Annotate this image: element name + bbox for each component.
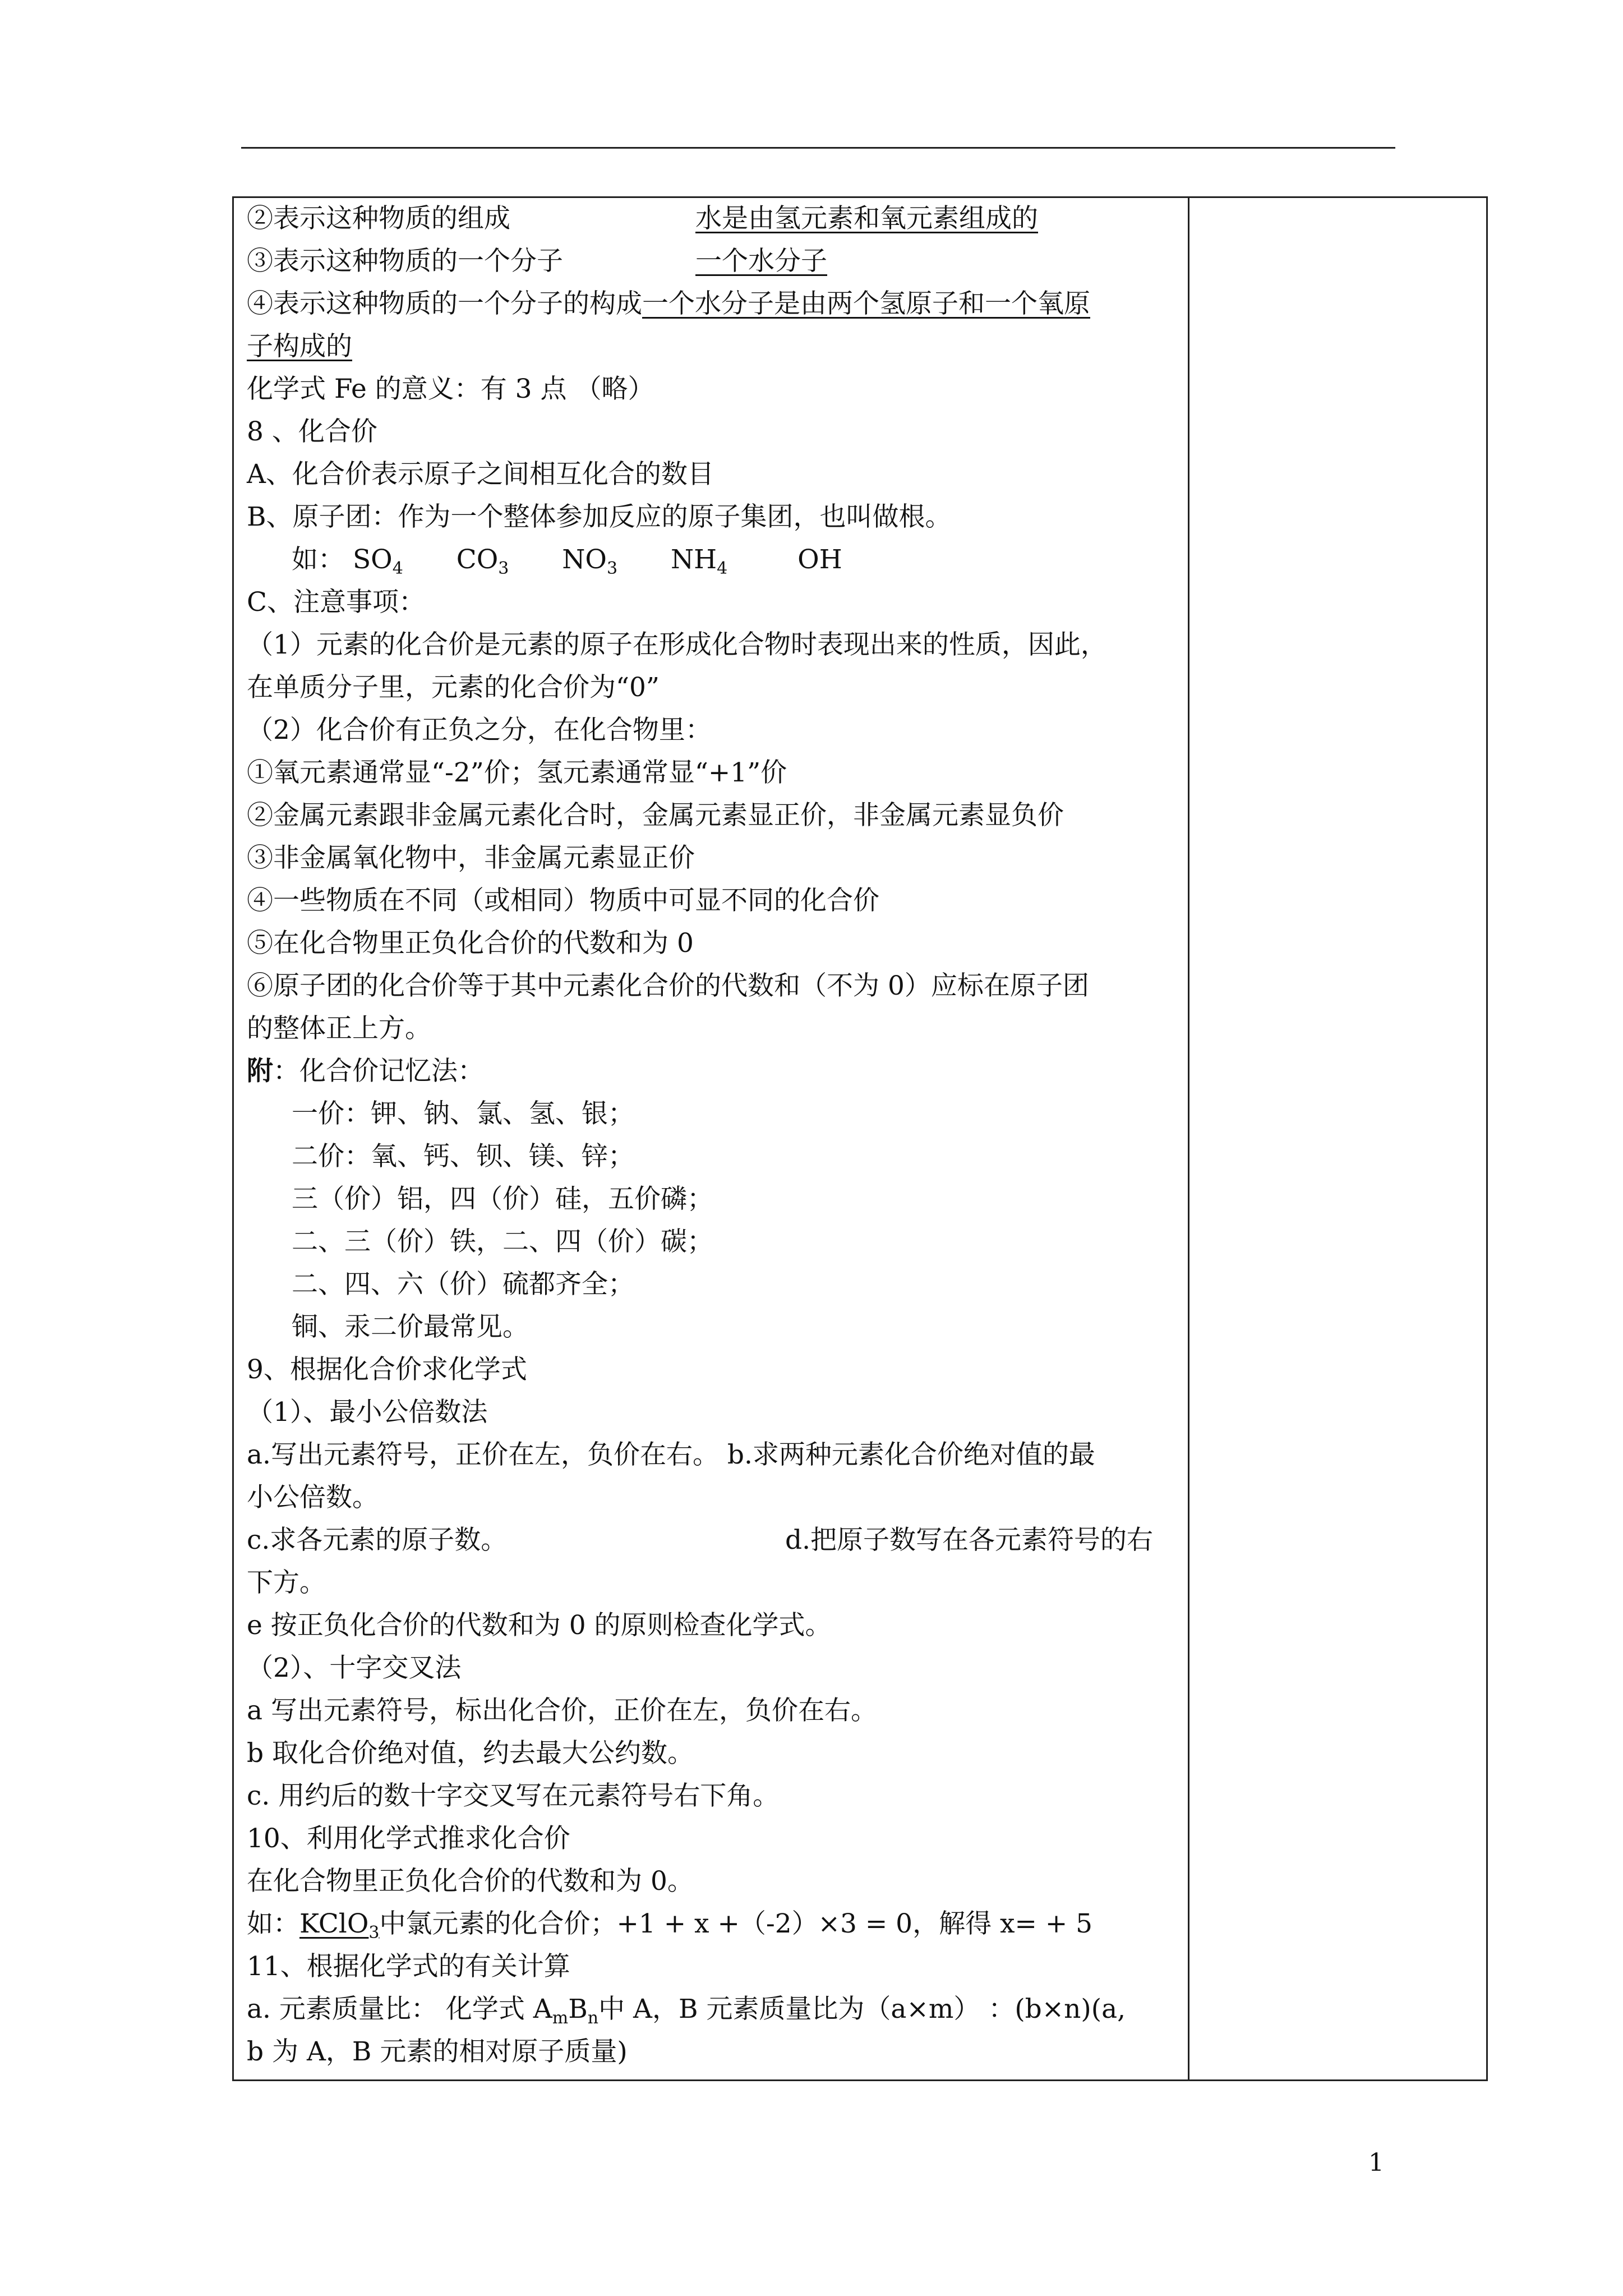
point-4: ④一些物质在不同（或相同）物质中可显不同的化合价 (247, 885, 879, 916)
meaning-4-answer: 一个水分子是由两个氢原子和一个氧原 (642, 288, 1090, 319)
memory-line-6: 铜、汞二价最常见。 (292, 1312, 529, 1342)
point-6b: 的整体正上方。 (247, 1013, 431, 1044)
step-d: d.把原子数写在各元素符号的右 (785, 1525, 1154, 1556)
point-5: ⑤在化合物里正负化合价的代数和为 0 (247, 928, 694, 959)
meaning-line-4 (247, 288, 1090, 320)
meaning-line-3 (247, 246, 827, 277)
memory-heading (247, 1056, 484, 1087)
method-2: （2）、十字交叉法 (247, 1653, 462, 1683)
kclo3-example: 如：KClO$_3$中氯元素的化合价；+1 + x +（-2）×3 = 0，解得 x= + 5 (247, 1908, 1093, 1943)
formula-no3: $NO_3$ (562, 544, 618, 578)
meaning-2-label: ②表示这种物质的组成 (247, 203, 510, 234)
valence-a: A、化合价表示原子之间相互化合的数目 (247, 459, 714, 490)
step-c: c.求各元素的原子数。 (247, 1525, 508, 1556)
page-number: 1 (1368, 2148, 1384, 2177)
memory-heading-bold: 附 (247, 1056, 273, 1087)
column-divider (1188, 196, 1189, 2081)
cross-step-b: b 取化合价绝对值，约去最大公约数。 (247, 1738, 694, 1769)
formula-heading: 9、根据化合价求化学式 (247, 1354, 527, 1385)
step-c-d (247, 1525, 1154, 1556)
valence-rule: 在化合物里正负化合价的代数和为 0。 (247, 1866, 694, 1897)
meaning-4-label: ④表示这种物质的一个分子的构成 (247, 288, 642, 319)
formula-oh: OH (797, 544, 842, 575)
valence-c: C、注意事项： (247, 587, 425, 618)
point-6a: ⑥原子团的化合价等于其中元素化合价的代数和（不为 0）应标在原子团 (247, 970, 1089, 1001)
note-2: （2）化合价有正负之分，在化合物里： (247, 715, 712, 746)
step-a-b-cont: 小公倍数。 (247, 1482, 379, 1513)
method-1: （1）、最小公倍数法 (247, 1397, 488, 1428)
memory-line-4: 二、三（价）铁，二、四（价）碳； (292, 1226, 713, 1257)
valence-b: B、原子团：作为一个整体参加反应的原子集团，也叫做根。 (247, 501, 952, 532)
step-d-cont: 下方。 (247, 1567, 326, 1598)
memory-line-1: 一价：钾、钠、氯、氢、银； (292, 1098, 634, 1129)
formula-so4: $SO_4$ (352, 544, 403, 578)
example-prefix: 如： (292, 544, 344, 575)
radical-examples (292, 544, 842, 576)
memory-line-5: 二、四、六（价）硫都齐全； (292, 1269, 634, 1300)
meaning-2-answer: 水是由氢元素和氧元素组成的 (695, 203, 1038, 234)
memory-line-3: 三（价）铝，四（价）硅，五价磷； (292, 1184, 713, 1214)
point-2: ②金属元素跟非金属元素化合时，金属元素显正价，非金属元素显负价 (247, 800, 1064, 831)
valence-heading: 8 、化合价 (247, 416, 377, 447)
memory-line-2: 二价：氧、钙、钡、镁、锌； (292, 1141, 634, 1172)
note-1a: （1）元素的化合价是元素的原子在形成化合物时表现出来的性质，因此， (247, 629, 1107, 660)
memory-heading-rest: ：化合价记忆法： (273, 1056, 484, 1087)
valence-from-formula-heading: 10、利用化学式推求化合价 (247, 1823, 570, 1854)
meaning-3-answer: 一个水分子 (695, 246, 827, 277)
step-e: e 按正负化合价的代数和为 0 的原则检查化学式。 (247, 1610, 832, 1641)
header-rule (241, 147, 1395, 149)
mass-ratio-cont: b 为 A，B 元素的相对原子质量) (247, 2036, 628, 2067)
step-a-b: a.写出元素符号，正价在左，负价在右。 b.求两种元素化合价绝对值的最 (247, 1439, 1095, 1470)
formula-kclo3: KClO$_3$ (299, 1908, 380, 1943)
meaning-4-answer-cont: 子构成的 (247, 331, 352, 362)
formula-co3: $CO_3$ (456, 544, 509, 578)
meaning-line-2 (247, 203, 1038, 234)
point-3: ③非金属氧化物中，非金属元素显正价 (247, 843, 695, 873)
note-1b: 在单质分子里，元素的化合价为“0” (247, 672, 660, 703)
point-1: ①氧元素通常显“-2”价；氢元素通常显“+1”价 (247, 757, 787, 788)
calculation-heading: 11、根据化学式的有关计算 (247, 1951, 570, 1982)
meaning-3-label: ③表示这种物质的一个分子 (247, 246, 563, 277)
mass-ratio: a. 元素质量比： 化学式 $A_mB_n$中 A，B 元素质量比为（a×m） ：(b×n)(a, (247, 1994, 1126, 2028)
cross-step-a: a 写出元素符号，标出化合价，正价在左，负价在右。 (247, 1695, 877, 1726)
formula-nh4: $NH_4$ (671, 544, 728, 578)
cross-step-c: c. 用约后的数十字交叉写在元素符号右下角。 (247, 1780, 780, 1811)
fe-meaning: 化学式 Fe 的意义：有 3 点 （略） (247, 374, 654, 404)
